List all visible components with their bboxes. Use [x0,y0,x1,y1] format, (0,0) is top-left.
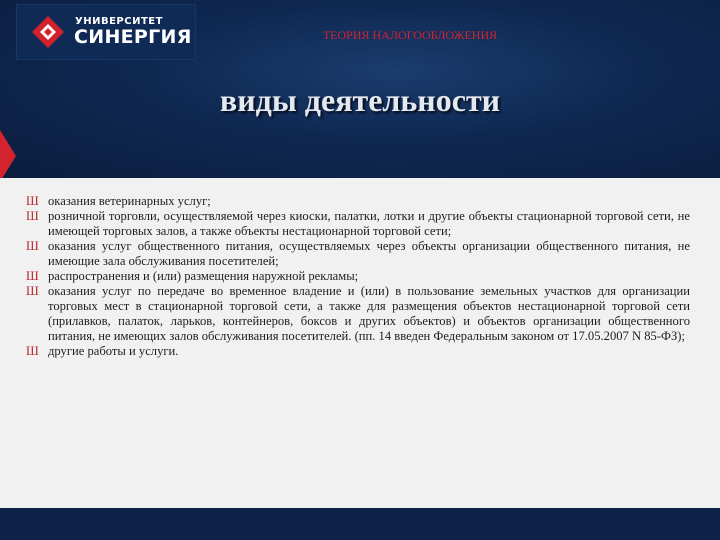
list-item-text: оказания услуг по передаче во временное владение и (или) в пользование земельных участков для организации торговых мест в стационарной торговой сети, а также для размещения объектов нестационарной торговой сети (прилавков, палаток, ларьков, контейнеров, боксов и других объектов) и объектов организации общественного питания, не имеющих залов обслуживания посетителей. (пп. 14 введен Федеральным законом от 17.05.2007 N 85-ФЗ); [48,284,690,343]
list-item [26,209,690,239]
list-item-text: оказания ветеринарных услуг; [48,194,211,208]
university-logo [16,4,196,60]
list-item [26,344,690,359]
list-item-text: другие работы и услуги. [48,344,179,358]
logo-university-text: УНИВЕРСИТЕТ [75,16,163,27]
list-item-text: распространения и (или) размещения наружной рекламы; [48,269,359,283]
bullet-icon: Ш [26,284,39,298]
bullet-icon: Ш [26,239,39,253]
bullet-icon: Ш [26,344,39,358]
synergy-logo-icon [31,15,65,49]
slide-footer [0,508,720,540]
list-item [26,284,690,344]
course-name: ТЕОРИЯ НАЛОГООБЛОЖЕНИЯ [322,28,498,42]
bullet-icon: Ш [26,209,39,223]
red-triangle-decoration-icon [0,130,16,182]
bullet-icon: Ш [26,269,39,283]
list-item-text: оказания услуг общественного питания, осуществляемых через объекты организации общественного питания, не имеющие зала обслуживания посетителей; [48,239,690,268]
list-item [26,269,690,284]
bullet-icon: Ш [26,194,39,208]
list-item-text: розничной торговли, осуществляемой через киоски, палатки, лотки и другие объекты стационарной торговой сети, не имеющей торговых залов, а также объекты нестационарной торговой сети; [48,209,690,238]
activity-list [26,194,690,359]
slide-header [0,0,720,178]
list-item [26,239,690,269]
list-item [26,194,690,209]
logo-synergy-text: СИНЕРГИЯ [74,26,192,48]
slide-title: виды деятельности [219,82,501,118]
